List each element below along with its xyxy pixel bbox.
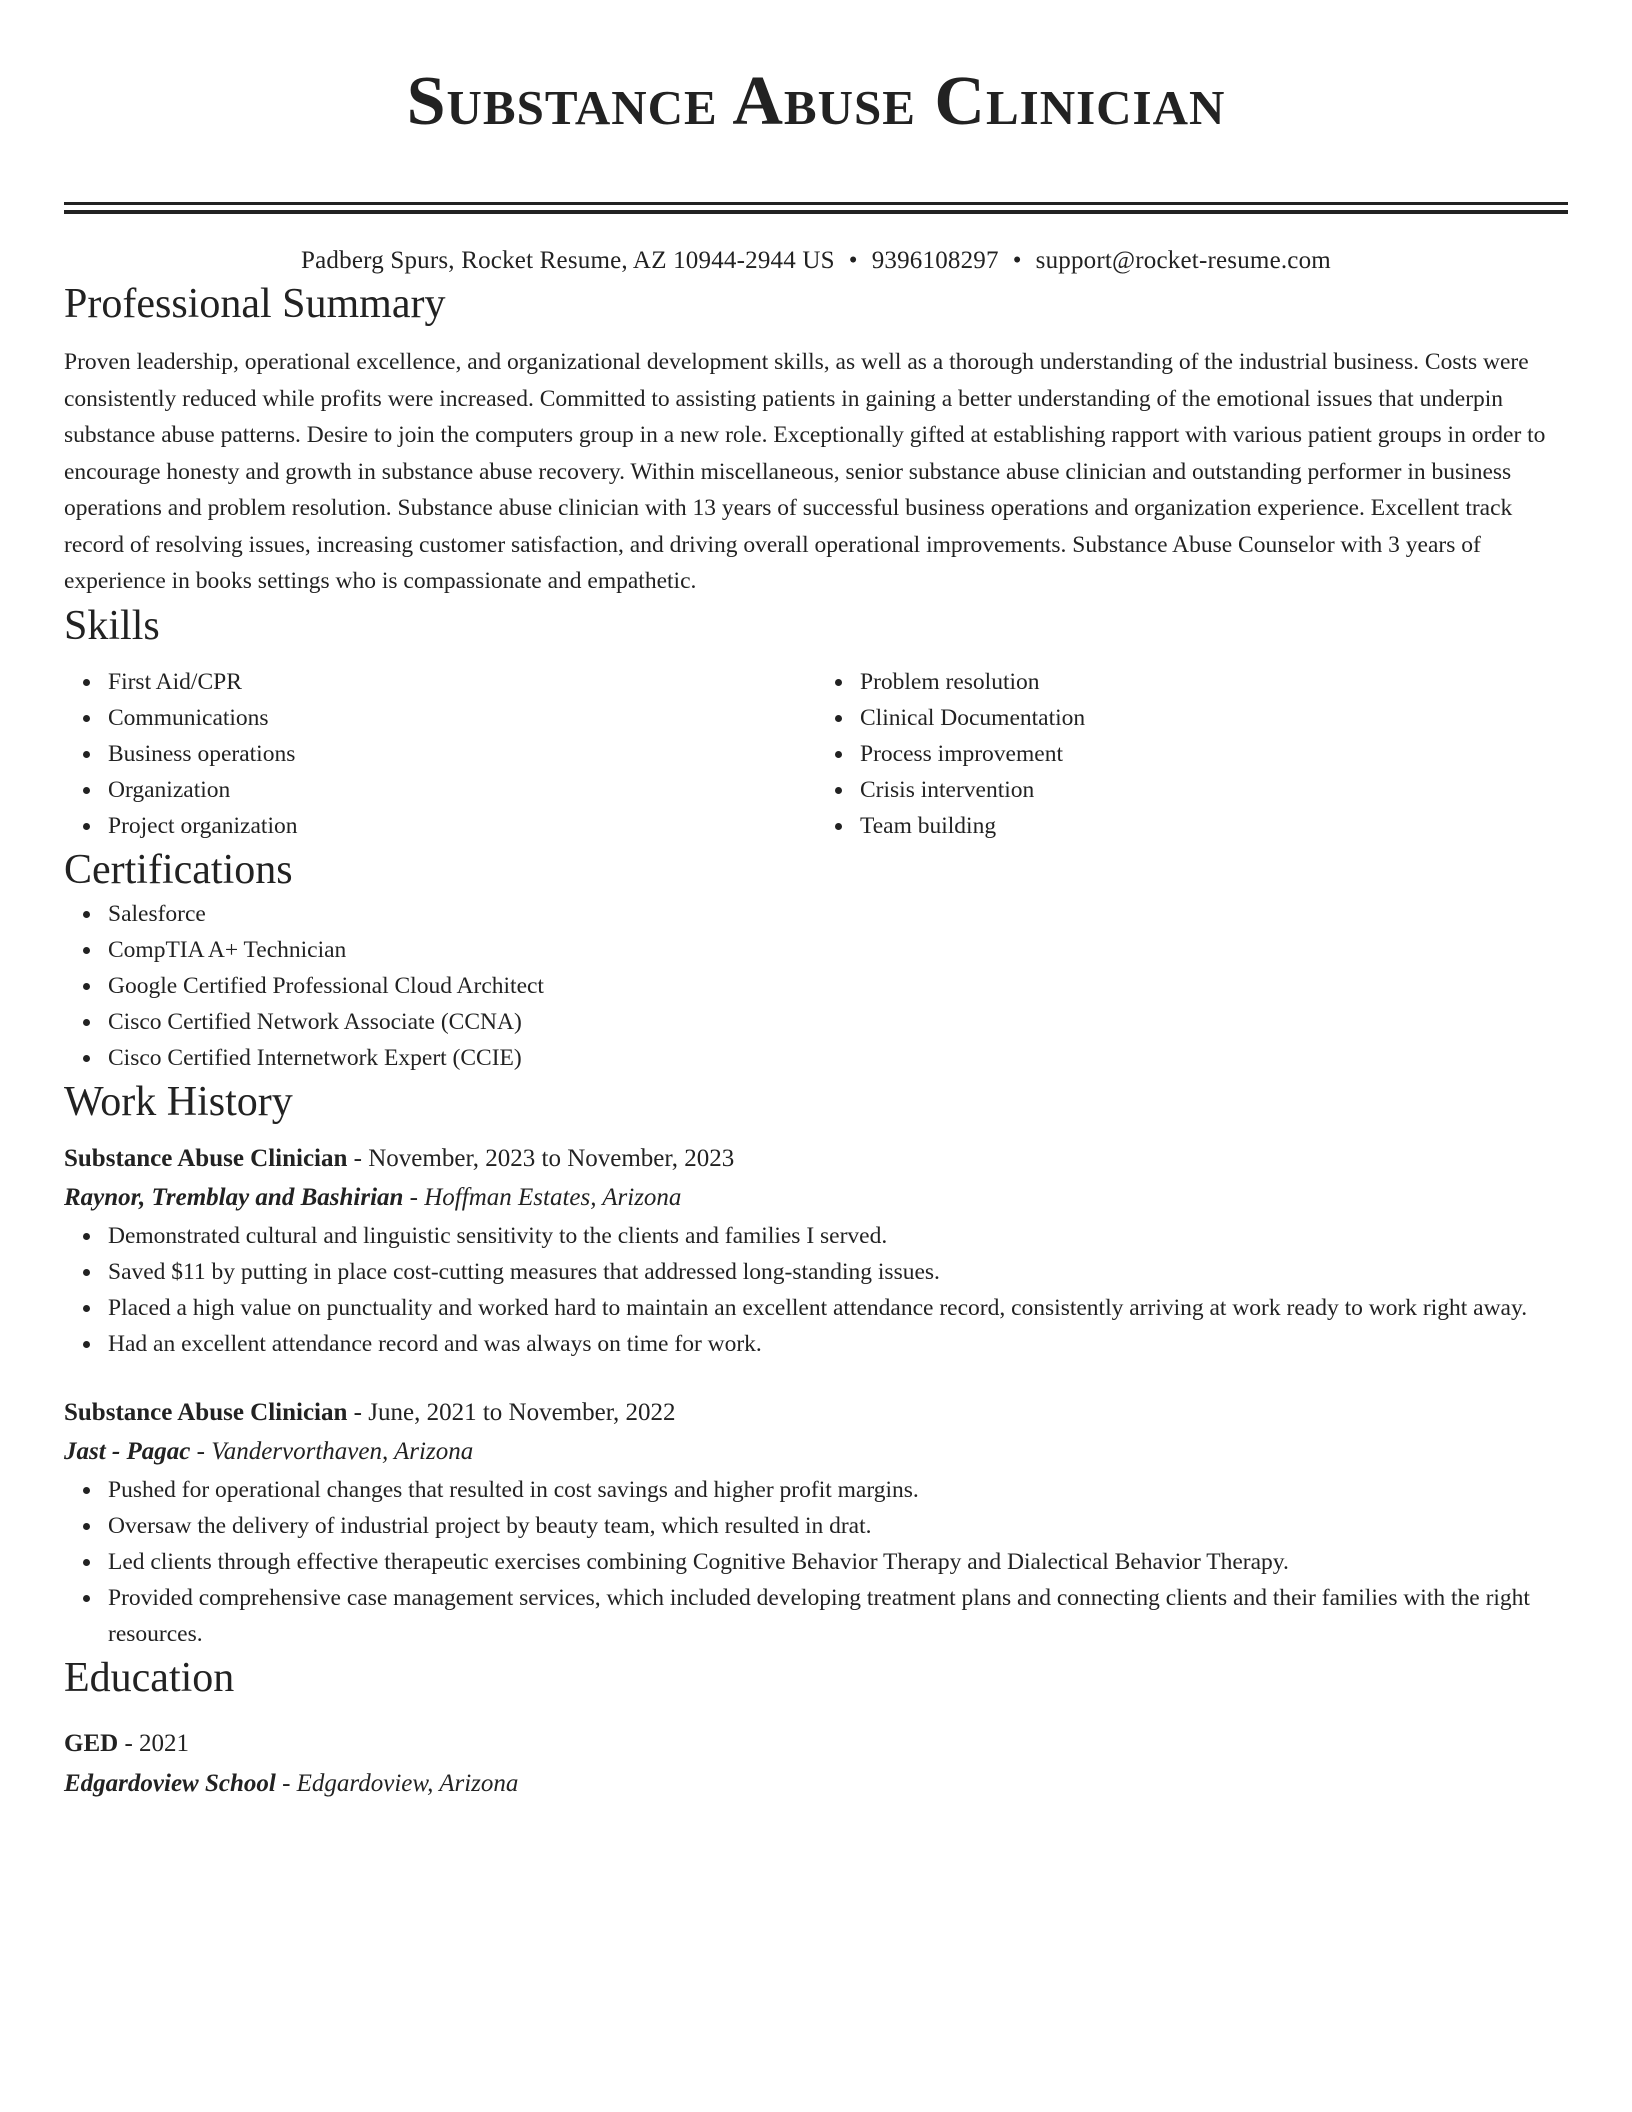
job-dates: - June, 2021 to November, 2022 xyxy=(347,1398,676,1426)
job-company: Jast - Pagac xyxy=(64,1437,191,1465)
skills-column-right xyxy=(816,664,1568,844)
skill-item: Problem resolution xyxy=(860,664,1568,700)
job-company-line xyxy=(64,1432,1568,1472)
contact-separator: • xyxy=(848,247,858,274)
certifications-list xyxy=(64,896,1568,1076)
certification-item: CompTIA A+ Technician xyxy=(108,932,1568,968)
contact-separator: • xyxy=(1012,247,1022,274)
title-divider xyxy=(64,202,1568,214)
education-school-line xyxy=(64,1764,1568,1804)
skill-item: Crisis intervention xyxy=(860,772,1568,808)
skill-item: Team building xyxy=(860,808,1568,844)
job-bullet: Provided comprehensive case management services, which included developing treatment plans and connecting clients and their families with the right resources. xyxy=(108,1580,1568,1652)
job-company-line xyxy=(64,1178,1568,1218)
certification-item: Cisco Certified Network Associate (CCNA) xyxy=(108,1004,1568,1040)
job-bullet: Pushed for operational changes that resulted in cost savings and higher profit margins. xyxy=(108,1472,1568,1508)
education-location: - Edgardoview, Arizona xyxy=(275,1769,519,1797)
skills-column-left xyxy=(64,664,816,844)
certification-item: Cisco Certified Internetwork Expert (CCIE) xyxy=(108,1040,1568,1076)
certification-item: Salesforce xyxy=(108,896,1568,932)
job-title-line xyxy=(64,1394,1568,1432)
job-location: - Vandervorthaven, Arizona xyxy=(190,1437,474,1465)
job-bullet: Saved $11 by putting in place cost-cutting measures that addressed long-standing issues. xyxy=(108,1254,1568,1290)
job-bullet: Led clients through effective therapeutic exercises combining Cognitive Behavior Therapy and Dialectical Behavior Therapy. xyxy=(108,1544,1568,1580)
job-title-line xyxy=(64,1140,1568,1178)
job-company: Raynor, Tremblay and Bashirian xyxy=(64,1183,404,1211)
education-heading: Education xyxy=(64,1654,235,1701)
job-entry xyxy=(64,1394,1568,1652)
skill-item: Clinical Documentation xyxy=(860,700,1568,736)
education-degree: GED xyxy=(64,1729,119,1757)
skill-item: Project organization xyxy=(108,808,816,844)
resume-title: Substance Abuse Clinician xyxy=(406,63,1226,140)
contact-phone: 9396108297 xyxy=(871,247,999,274)
job-bullet: Demonstrated cultural and linguistic sensitivity to the clients and families I served. xyxy=(108,1218,1568,1254)
job-bullet: Oversaw the delivery of industrial project by beauty team, which resulted in drat. xyxy=(108,1508,1568,1544)
education-school: Edgardoview School xyxy=(64,1769,276,1797)
skill-item: First Aid/CPR xyxy=(108,664,816,700)
summary-text: Proven leadership, operational excellence, and organizational development skills, as well as a thorough understanding of the industrial business. Costs were consistently reduced while profits were increased. Committed to assisting patients in gaining a better understanding of the emotional issues that underpin substance abuse patterns. Desire to join the computers group in a new role. Exceptionally gifted at establishing rapport with various patient groups in order to encourage honesty and growth in substance abuse recovery. Within miscellaneous, senior substance abuse clinician and outstanding performer in business operations and problem resolution. Substance abuse clinician with 13 years of successful business operations and organization experience. Excellent track record of resolving issues, increasing customer satisfaction, and driving overall operational improvements. Substance Abuse Counselor with 3 years of experience in books settings who is compassionate and empathetic. xyxy=(64,349,1546,594)
job-title: Substance Abuse Clinician xyxy=(64,1144,348,1172)
education-degree-line xyxy=(64,1724,1568,1764)
job-location: - Hoffman Estates, Arizona xyxy=(403,1183,682,1211)
skill-item: Process improvement xyxy=(860,736,1568,772)
summary-heading: Professional Summary xyxy=(64,281,446,327)
job-bullet: Placed a high value on punctuality and worked hard to maintain an excellent attendance record, consistently arriving at work ready to work right away. xyxy=(108,1290,1568,1326)
job-bullets xyxy=(64,1218,1568,1362)
job-title: Substance Abuse Clinician xyxy=(64,1398,348,1426)
contact-address: Padberg Spurs, Rocket Resume, AZ 10944-2944 US xyxy=(301,247,835,274)
skill-item: Business operations xyxy=(108,736,816,772)
contact-line xyxy=(64,244,1568,278)
job-dates: - November, 2023 to November, 2023 xyxy=(347,1144,735,1172)
certifications-heading: Certifications xyxy=(64,846,293,893)
work-history-heading: Work History xyxy=(64,1078,293,1125)
skills-heading: Skills xyxy=(64,602,160,649)
job-bullets xyxy=(64,1472,1568,1652)
job-bullet: Had an excellent attendance record and was always on time for work. xyxy=(108,1326,1568,1362)
certification-item: Google Certified Professional Cloud Architect xyxy=(108,968,1568,1004)
skills-list xyxy=(64,664,1568,844)
contact-email: support@rocket-resume.com xyxy=(1035,247,1331,274)
job-entry xyxy=(64,1140,1568,1362)
skill-item: Organization xyxy=(108,772,816,808)
education-entry xyxy=(64,1724,1568,1804)
skill-item: Communications xyxy=(108,700,816,736)
education-year: - 2021 xyxy=(118,1729,190,1757)
